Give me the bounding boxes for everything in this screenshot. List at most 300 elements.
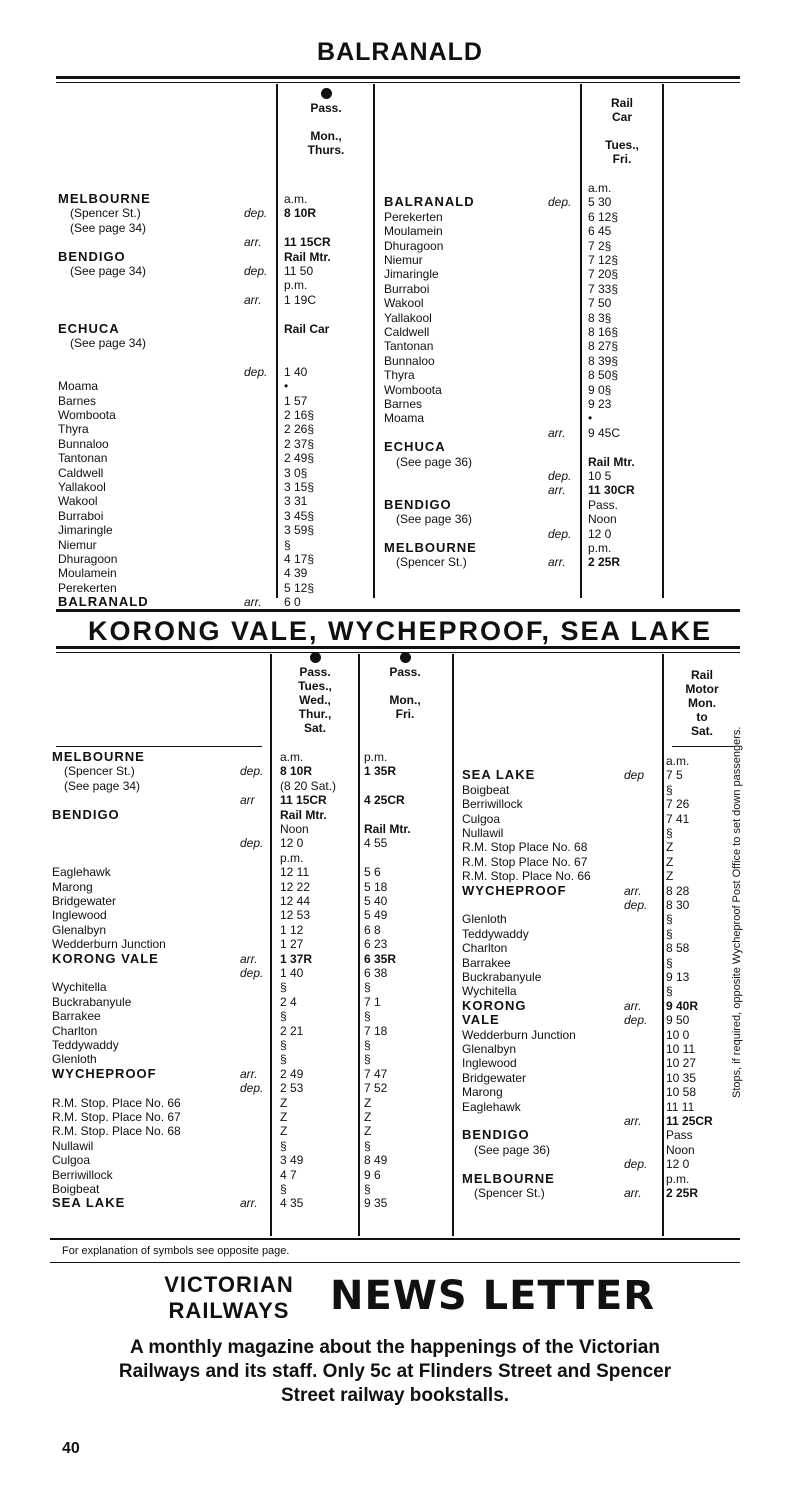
arr-dep-label: arr. bbox=[240, 951, 258, 966]
col-divider bbox=[373, 84, 375, 598]
station-name: KORONG bbox=[462, 997, 527, 1013]
station-name: R.M. Stop Place No. 67 bbox=[462, 854, 588, 869]
time-cell: a.m. bbox=[280, 750, 304, 764]
dining-car-icon bbox=[310, 652, 321, 663]
time-cell: 4 39 bbox=[284, 566, 308, 581]
col-divider bbox=[358, 654, 360, 1236]
time-cell: 5 40 bbox=[364, 894, 388, 908]
station-name: Yallakool bbox=[58, 480, 106, 494]
header-pass-mon-fri: Pass. Mon., Fri. bbox=[360, 652, 450, 721]
time-cell: 8 50§ bbox=[588, 368, 619, 383]
arr-dep-label: arr. bbox=[548, 425, 566, 440]
time-cell: § bbox=[364, 1138, 371, 1153]
time-cell: 6 8 bbox=[364, 922, 381, 937]
time-cell: 8 58 bbox=[666, 941, 690, 956]
station-name: Marong bbox=[462, 1085, 503, 1100]
station-name: Wychitella bbox=[52, 980, 107, 995]
time-cell: § bbox=[364, 980, 371, 995]
top-rule-thin bbox=[56, 82, 740, 83]
time-cell: Rail Mtr. bbox=[364, 822, 411, 836]
station-name: (Spencer St.) bbox=[396, 555, 467, 570]
station-name: ECHUCA bbox=[58, 320, 120, 336]
time-cell: 5 49 bbox=[364, 908, 388, 923]
time-cell: § bbox=[666, 782, 673, 797]
station-name: Bunnaloo bbox=[58, 436, 109, 451]
station-name: Moama bbox=[384, 411, 425, 426]
time-cell: 2 49 bbox=[280, 1066, 304, 1081]
station-name: BENDIGO bbox=[52, 806, 120, 822]
station-name: Moulamein bbox=[58, 566, 117, 581]
time-cell: 8 30 bbox=[666, 898, 690, 912]
time-cell: 10 0 bbox=[666, 1027, 690, 1042]
time-cell: Rail Car bbox=[284, 321, 330, 336]
section-rule bbox=[56, 646, 740, 649]
station-name: Teddywaddy bbox=[462, 926, 529, 941]
station-name: Buckrabanyule bbox=[52, 994, 132, 1009]
time-cell: § bbox=[280, 980, 287, 995]
station-name: Marong bbox=[52, 879, 93, 894]
time-cell: 1 40 bbox=[284, 364, 308, 379]
station-name: R.M. Stop Place No. 68 bbox=[462, 840, 588, 855]
station-name: Inglewood bbox=[462, 1056, 517, 1071]
time-cell: • bbox=[284, 379, 289, 394]
time-cell: 10 11 bbox=[666, 1042, 696, 1056]
arr-dep-label: dep. bbox=[240, 764, 264, 779]
station-name: Bridgewater bbox=[462, 1070, 527, 1085]
station-name: Boigbeat bbox=[462, 782, 510, 797]
time-cell: 9 40R bbox=[666, 998, 699, 1013]
station-name: Caldwell bbox=[384, 325, 430, 339]
station-name: Perekerten bbox=[58, 580, 117, 595]
time-cell: Z bbox=[364, 1110, 372, 1124]
station-name: BALRANALD bbox=[384, 194, 475, 210]
station-name: Dhuragoon bbox=[384, 238, 444, 253]
arr-dep-label: arr. bbox=[244, 595, 262, 610]
header-underline bbox=[56, 746, 262, 747]
time-cell: 7 50 bbox=[588, 296, 612, 311]
arr-dep-label: dep. bbox=[624, 1157, 648, 1172]
station-name: (See page 36) bbox=[396, 454, 473, 469]
station-name: Culgoa bbox=[462, 811, 501, 826]
time-cell: § bbox=[280, 1038, 287, 1052]
time-cell: 11 50 bbox=[284, 264, 314, 278]
station-name: Nullawil bbox=[462, 826, 504, 840]
station-name: (See page 36) bbox=[474, 1142, 551, 1157]
station-name: Perekerten bbox=[384, 209, 443, 224]
time-cell: 1 35R bbox=[364, 764, 397, 779]
arr-dep-label: arr. bbox=[624, 998, 642, 1013]
time-cell: Z bbox=[666, 854, 674, 869]
station-name: Glenalbyn bbox=[52, 922, 107, 937]
station-name: (Spencer St.) bbox=[70, 206, 141, 221]
station-name: Barrakee bbox=[462, 955, 511, 970]
time-cell: 3 0§ bbox=[284, 465, 308, 480]
arr-dep-label: arr. bbox=[244, 235, 262, 250]
time-cell: 6 23 bbox=[364, 937, 388, 952]
station-name: Berriwillock bbox=[462, 797, 523, 812]
time-cell: Z bbox=[280, 1124, 288, 1139]
time-cell: 6 45 bbox=[588, 224, 612, 239]
time-cell: 8 10R bbox=[284, 206, 317, 221]
station-name: (See page 34) bbox=[70, 336, 147, 350]
symbols-footnote: For explanation of symbols see opposite page. bbox=[62, 1245, 290, 1257]
station-name: Eaglehawk bbox=[52, 865, 111, 880]
time-cell: 9 23 bbox=[588, 397, 612, 411]
arr-dep-label: dep. bbox=[240, 966, 264, 980]
time-cell: 7 1 bbox=[364, 994, 381, 1009]
arr-dep-label: dep. bbox=[548, 526, 572, 541]
top-rule bbox=[56, 76, 740, 79]
station-name: Thyra bbox=[384, 368, 415, 383]
time-cell: • bbox=[588, 411, 593, 426]
header-railcar-tues-fri: Rail Car Tues., Fri. bbox=[605, 96, 639, 166]
time-cell: Z bbox=[280, 1095, 288, 1110]
time-cell: 4 25CR bbox=[364, 793, 405, 808]
station-name: MELBOURNE bbox=[462, 1170, 555, 1186]
time-cell: 11 15CR bbox=[284, 235, 331, 250]
time-cell: 1 57 bbox=[284, 393, 308, 408]
station-name: Eaglehawk bbox=[462, 1099, 521, 1114]
footer-rule bbox=[50, 1238, 740, 1240]
station-name: BALRANALD bbox=[58, 594, 149, 610]
arr-dep-label: dep. bbox=[624, 1013, 648, 1028]
station-name: KORONG VALE bbox=[52, 950, 159, 966]
station-name: Burraboi bbox=[384, 281, 430, 296]
time-cell: Z bbox=[364, 1124, 372, 1139]
time-cell: 9 0§ bbox=[588, 382, 612, 397]
station-name: Glenloth bbox=[462, 912, 507, 927]
time-cell: 8 49 bbox=[364, 1153, 388, 1168]
station-name: VALE bbox=[462, 1012, 500, 1028]
station-name: Barnes bbox=[384, 397, 423, 411]
station-name: Dhuragoon bbox=[58, 552, 118, 566]
arr-dep-label: arr bbox=[240, 793, 255, 808]
station-name: R.M. Stop. Place No. 66 bbox=[52, 1095, 181, 1110]
station-name: Jimaringle bbox=[384, 267, 439, 282]
station-name: (See page 34) bbox=[70, 264, 147, 278]
station-name: R.M. Stop. Place No. 68 bbox=[52, 1124, 181, 1139]
ad-news-letter: NEWS LETTER bbox=[330, 1273, 656, 1319]
time-cell: 7 41 bbox=[666, 811, 690, 826]
col-divider bbox=[662, 84, 664, 598]
arr-dep-label: arr. bbox=[548, 555, 566, 570]
time-cell: § bbox=[666, 826, 673, 840]
time-cell: 2 25R bbox=[666, 1186, 699, 1200]
time-cell: 7 5 bbox=[666, 768, 683, 783]
station-name: Caldwell bbox=[58, 465, 104, 480]
station-name: SEA LAKE bbox=[52, 1195, 126, 1211]
arr-dep-label: dep. bbox=[548, 469, 572, 483]
station-name: Berriwillock bbox=[52, 1167, 113, 1182]
arr-dep-label: arr. bbox=[624, 1186, 642, 1200]
header-railmotor-mon-sat: Rail Motor Mon. to Sat. bbox=[685, 668, 719, 738]
col-divider bbox=[452, 654, 454, 1236]
ad-body: A monthly magazine about the happenings of the Victorian Railways and its staff. Only 5c at Flinders Street and Spencer Street railway bookstalls. bbox=[118, 1337, 672, 1406]
station-name: BENDIGO bbox=[462, 1127, 530, 1143]
time-cell: 12 0 bbox=[280, 836, 304, 851]
dining-car-icon bbox=[321, 88, 332, 99]
station-name: Tantonan bbox=[384, 339, 434, 354]
time-cell: 2 16§ bbox=[284, 408, 315, 422]
footer-rule-thin bbox=[50, 1262, 740, 1263]
station-name: Inglewood bbox=[52, 908, 107, 923]
time-cell: 2 26§ bbox=[284, 422, 315, 437]
time-cell: Rail Mtr. bbox=[588, 454, 635, 469]
time-cell: 1 37R bbox=[280, 951, 313, 966]
station-name: Barrakee bbox=[52, 1009, 101, 1024]
station-name: Wombootа bbox=[58, 408, 116, 422]
station-name: (See page 36) bbox=[396, 512, 473, 527]
station-name: Charlton bbox=[462, 941, 508, 956]
time-cell: 1 19C bbox=[284, 292, 317, 307]
time-cell: Noon bbox=[588, 512, 617, 527]
arr-dep-label: arr. bbox=[240, 1066, 258, 1081]
arr-dep-label: dep. bbox=[624, 898, 648, 912]
time-cell: p.m. bbox=[284, 278, 308, 293]
section-rule bbox=[56, 609, 740, 612]
station-name: (Spencer St.) bbox=[64, 764, 135, 779]
station-name: Bridgewater bbox=[52, 894, 117, 908]
time-cell: 4 55 bbox=[364, 836, 388, 851]
station-name: ECHUCA bbox=[384, 439, 446, 455]
time-cell: § bbox=[666, 955, 673, 970]
arr-dep-label: dep. bbox=[244, 364, 268, 379]
station-name: (Spencer St.) bbox=[474, 1186, 545, 1200]
header-pass-tues-sat: Pass. Tues., Wed., Thur., Sat. bbox=[272, 652, 358, 735]
time-cell: 10 58 bbox=[666, 1085, 697, 1100]
col-divider bbox=[270, 654, 272, 1236]
time-cell: § bbox=[280, 1052, 287, 1067]
time-cell: p.m. bbox=[588, 541, 612, 555]
station-name: BENDIGO bbox=[58, 248, 126, 264]
title-balranald: BALRANALD bbox=[317, 38, 483, 66]
time-cell: Pass bbox=[666, 1128, 693, 1143]
page-number: 40 bbox=[62, 1440, 80, 1457]
time-cell: 7 26 bbox=[666, 797, 690, 812]
side-note: Stops, if required, opposite Wycheproof Post Office to set down passengers. bbox=[731, 726, 743, 1098]
ad-victorian: VICTORIAN RAILWAYS bbox=[164, 1272, 294, 1323]
time-cell: 8 27§ bbox=[588, 339, 619, 354]
time-cell: 2 21 bbox=[280, 1023, 304, 1038]
station-name: Boigbeat bbox=[52, 1182, 100, 1196]
time-cell: 11 25CR bbox=[666, 1114, 713, 1128]
time-cell: 10 5 bbox=[588, 469, 612, 483]
station-name: Teddywaddy bbox=[52, 1038, 119, 1052]
time-cell: Rail Mtr. bbox=[280, 807, 327, 822]
station-name: Tantonan bbox=[58, 451, 108, 466]
time-cell: Z bbox=[666, 840, 674, 855]
time-cell: 5 6 bbox=[364, 865, 381, 880]
station-name: Wakool bbox=[58, 494, 98, 509]
station-name: Jimaringle bbox=[58, 523, 113, 538]
time-cell: 10 35 bbox=[666, 1070, 697, 1085]
arr-dep-label: dep. bbox=[244, 206, 268, 221]
time-cell: a.m. bbox=[284, 192, 308, 206]
station-name: SEA LAKE bbox=[462, 767, 536, 783]
station-name: R.M. Stop. Place No. 66 bbox=[462, 869, 591, 884]
time-cell: a.m. bbox=[588, 181, 612, 195]
time-cell: § bbox=[666, 912, 673, 927]
station-name: Yallakool bbox=[384, 310, 432, 325]
time-cell: 7 33§ bbox=[588, 281, 619, 296]
time-cell: 9 13 bbox=[666, 970, 690, 984]
time-cell: § bbox=[284, 537, 291, 552]
time-cell: p.m. bbox=[280, 850, 304, 865]
arr-dep-label: arr. bbox=[624, 883, 642, 898]
time-cell: § bbox=[364, 1052, 371, 1067]
station-name: Niemur bbox=[58, 537, 97, 552]
arr-dep-label: dep. bbox=[240, 836, 264, 851]
time-cell: 2 37§ bbox=[284, 436, 315, 451]
time-cell: a.m. bbox=[666, 754, 690, 768]
time-cell: Z bbox=[280, 1110, 288, 1124]
station-name: WYCHEPROOF bbox=[462, 882, 567, 898]
time-cell: Pass. bbox=[588, 497, 619, 512]
station-name: (See page 34) bbox=[64, 778, 141, 793]
time-cell: 2 4 bbox=[280, 994, 297, 1009]
time-cell: 12 0 bbox=[666, 1157, 690, 1172]
station-name: Barnes bbox=[58, 393, 97, 408]
time-cell: 6 35R bbox=[364, 951, 397, 966]
dining-car-icon bbox=[400, 652, 411, 663]
time-cell: p.m. bbox=[364, 750, 388, 764]
time-cell: 3 31 bbox=[284, 494, 308, 509]
station-name: Bunnaloo bbox=[384, 353, 435, 368]
station-name: Burraboi bbox=[58, 508, 104, 523]
time-cell: 4 7 bbox=[280, 1167, 297, 1182]
arr-dep-label: dep. bbox=[548, 195, 572, 210]
time-cell: 6 12§ bbox=[588, 209, 619, 224]
time-cell: 4 35 bbox=[280, 1196, 304, 1211]
time-cell: 6 38 bbox=[364, 966, 388, 980]
station-name: (See page 34) bbox=[70, 220, 147, 235]
time-cell: § bbox=[666, 926, 673, 941]
time-cell: 9 50 bbox=[666, 1013, 690, 1028]
time-cell: 3 49 bbox=[280, 1153, 304, 1168]
time-cell: 9 35 bbox=[364, 1196, 388, 1211]
station-name: Glenloth bbox=[52, 1052, 97, 1067]
time-cell: 12 11 bbox=[280, 865, 310, 880]
time-cell: § bbox=[364, 1038, 371, 1052]
time-cell: 11 30CR bbox=[588, 483, 635, 498]
time-cell: Z bbox=[666, 869, 674, 884]
time-cell: 7 20§ bbox=[588, 267, 619, 282]
station-name: Nullawil bbox=[52, 1138, 94, 1153]
time-cell: 10 27 bbox=[666, 1056, 697, 1071]
header-pass-mon-thurs: Pass. Mon., Thurs. bbox=[280, 88, 372, 157]
time-cell: 1 27 bbox=[280, 937, 304, 952]
time-cell: § bbox=[364, 1009, 371, 1024]
time-cell: p.m. bbox=[666, 1171, 690, 1186]
arr-dep-label: arr. bbox=[244, 292, 262, 307]
time-cell: 4 17§ bbox=[284, 552, 315, 566]
time-cell: 3 15§ bbox=[284, 480, 315, 494]
time-cell: 6 0 bbox=[284, 595, 301, 610]
time-cell: 5 18 bbox=[364, 879, 388, 894]
time-cell: Noon bbox=[280, 822, 309, 836]
time-cell: 11 15CR bbox=[280, 793, 327, 808]
time-cell: 8 3§ bbox=[588, 310, 612, 325]
time-cell: 3 45§ bbox=[284, 508, 315, 523]
time-cell: § bbox=[280, 1182, 287, 1196]
time-cell: § bbox=[280, 1138, 287, 1153]
arr-dep-label: dep. bbox=[240, 1081, 264, 1096]
station-name: Charlton bbox=[52, 1023, 98, 1038]
time-cell: § bbox=[666, 984, 673, 999]
station-name: BENDIGO bbox=[384, 496, 452, 512]
time-cell: 9 6 bbox=[364, 1167, 381, 1182]
time-cell: 5 12§ bbox=[284, 580, 315, 595]
time-cell: § bbox=[280, 1009, 287, 1024]
time-cell: 12 0 bbox=[588, 526, 612, 541]
station-name: Niemur bbox=[384, 253, 423, 267]
time-cell: (8 20 Sat.) bbox=[280, 778, 337, 793]
station-name: Culgoa bbox=[52, 1153, 91, 1168]
arr-dep-label: arr. bbox=[240, 1196, 258, 1211]
station-name: Buckrabanyule bbox=[462, 970, 542, 984]
title-korong-vale: KORONG VALE, WYCHEPROOF, SEA LAKE bbox=[87, 616, 713, 646]
time-cell: Rail Mtr. bbox=[284, 249, 331, 264]
station-name: Thyra bbox=[58, 422, 89, 437]
time-cell: 1 40 bbox=[280, 966, 304, 980]
arr-dep-label: arr. bbox=[624, 1114, 642, 1128]
time-cell: 11 11 bbox=[666, 1099, 695, 1114]
time-cell: 3 59§ bbox=[284, 523, 315, 538]
station-name: Moama bbox=[58, 379, 99, 394]
station-name: Wedderburn Junction bbox=[52, 937, 166, 952]
time-cell: 7 52 bbox=[364, 1081, 388, 1096]
station-name: MELBOURNE bbox=[52, 749, 145, 764]
time-cell: 7 47 bbox=[364, 1066, 388, 1081]
time-cell: Noon bbox=[666, 1142, 695, 1157]
station-name: Wychitella bbox=[462, 984, 517, 999]
time-cell: Z bbox=[364, 1095, 372, 1110]
time-cell: 7 18 bbox=[364, 1023, 388, 1038]
time-cell: 12 22 bbox=[280, 879, 311, 894]
arr-dep-label: dep bbox=[624, 768, 645, 783]
time-cell: 2 49§ bbox=[284, 451, 315, 466]
station-name: Wakool bbox=[384, 296, 424, 311]
time-cell: 9 45C bbox=[588, 425, 621, 440]
time-cell: § bbox=[364, 1182, 371, 1196]
station-name: Glenalbyn bbox=[462, 1042, 517, 1056]
time-cell: 8 10R bbox=[280, 764, 313, 779]
col-divider bbox=[276, 84, 278, 598]
arr-dep-label: arr. bbox=[548, 483, 566, 498]
col-divider bbox=[662, 654, 664, 1236]
station-name: MELBOURNE bbox=[384, 540, 477, 555]
time-cell: 2 25R bbox=[588, 555, 621, 570]
station-name: MELBOURNE bbox=[58, 191, 151, 206]
time-cell: 8 28 bbox=[666, 883, 690, 898]
time-cell: 5 30 bbox=[588, 195, 612, 210]
time-cell: 8 16§ bbox=[588, 325, 619, 339]
time-cell: 2 53 bbox=[280, 1081, 304, 1096]
time-cell: 12 53 bbox=[280, 908, 311, 923]
time-cell: 7 12§ bbox=[588, 253, 619, 267]
station-name: Moulamein bbox=[384, 224, 443, 239]
header-underline bbox=[672, 746, 734, 747]
arr-dep-label: dep. bbox=[244, 264, 268, 278]
time-cell: 12 44 bbox=[280, 894, 311, 908]
time-cell: 1 12 bbox=[280, 922, 304, 937]
time-cell: 7 2§ bbox=[588, 238, 612, 253]
station-name: Wombootа bbox=[384, 382, 442, 397]
time-cell: 8 39§ bbox=[588, 353, 619, 368]
station-name: WYCHEPROOF bbox=[52, 1065, 157, 1081]
station-name: R.M. Stop. Place No. 67 bbox=[52, 1110, 181, 1124]
station-name: Wedderburn Junction bbox=[462, 1027, 576, 1042]
